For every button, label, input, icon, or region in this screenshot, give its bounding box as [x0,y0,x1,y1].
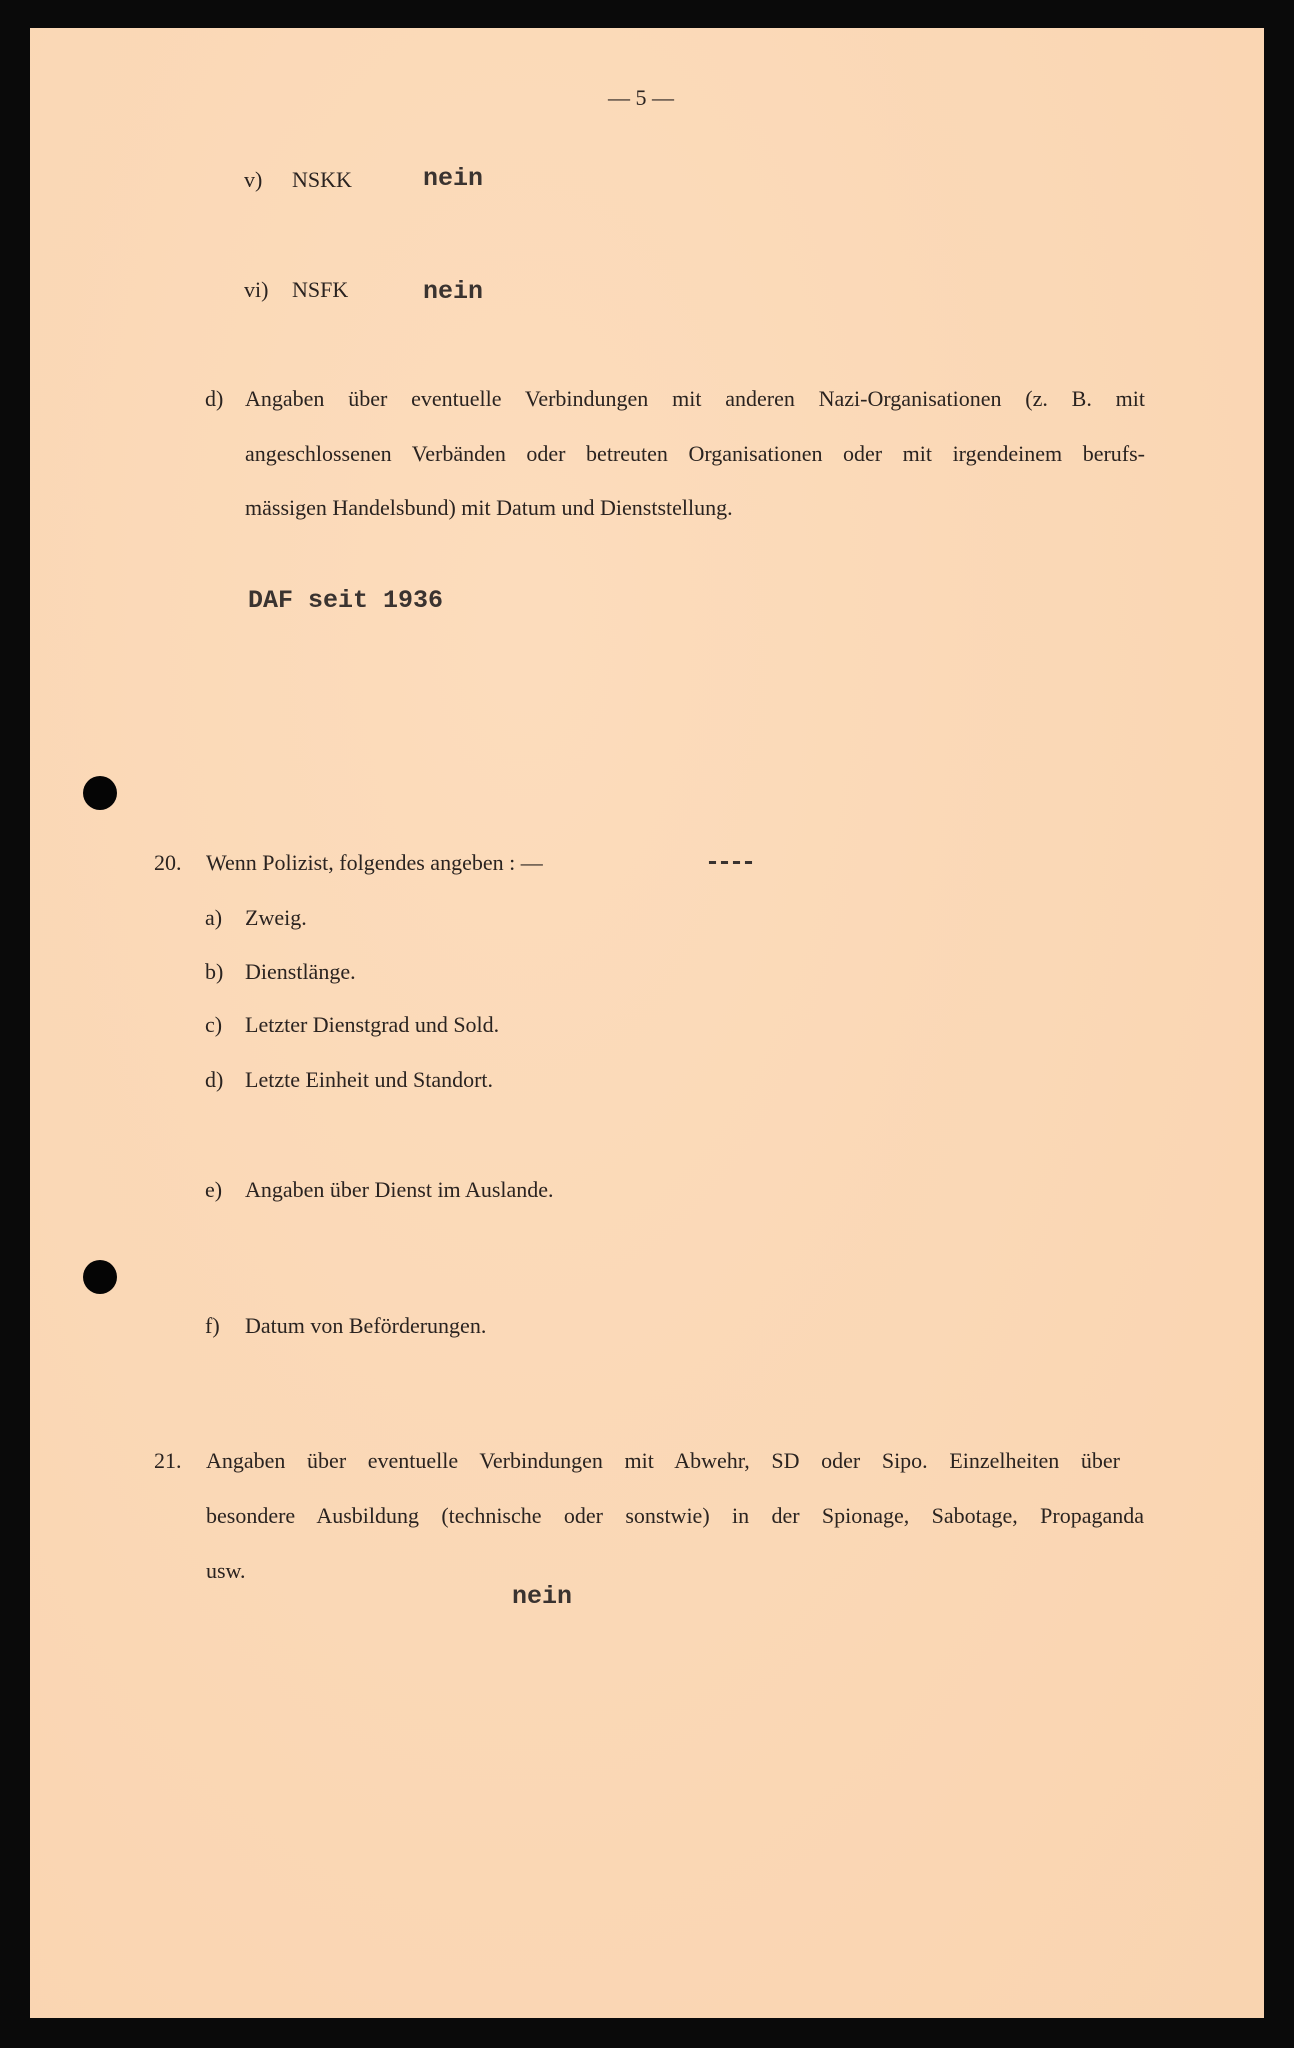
item-text: Letzter Dienstgrad und Sold. [245,1012,500,1037]
punch-hole [83,1260,117,1294]
item-text: Zweig. [245,905,307,930]
question-line: mässigen Handelsbund) mit Datum und Dienststellung. [245,495,733,520]
typed-answer: nein [512,1582,573,1611]
item-label: d) [205,386,224,411]
question-line: besondere Ausbildung (technische oder sonstwie) in der Spionage, Sabotage, Propaganda [206,1503,1144,1528]
question-line: Angaben über eventuelle Verbindungen mit Abwehr, SD oder Sipo. Einzelheiten über [206,1448,1120,1473]
page-number: — 5 — [608,85,674,110]
item-label: e) [205,1177,223,1202]
question-line: angeschlossenen Verbänden oder betreuten Organisationen oder mit irgendeinem berufs- [245,441,1145,466]
org-name: NSFK [292,277,349,302]
typed-answer: nein [423,164,484,193]
item-text: Angaben über Dienst im Auslande. [245,1177,554,1202]
item-label: v) [244,167,263,192]
punch-hole [83,776,117,810]
question-text: Wenn Polizist, folgendes angeben : — [206,850,543,875]
item-label: b) [205,959,224,984]
typed-answer: ---- [705,848,754,877]
question-line: usw. [206,1558,246,1583]
item-text: Letzte Einheit und Standort. [245,1067,494,1092]
item-label: c) [205,1012,223,1037]
question-number: 21. [154,1448,182,1473]
org-name: NSKK [292,167,352,192]
item-text: Dienstlänge. [245,959,356,984]
item-label: f) [205,1313,220,1338]
item-text: Datum von Beförderungen. [245,1313,487,1338]
item-label: d) [205,1067,224,1092]
item-label: a) [205,905,223,930]
typed-answer: DAF seit 1936 [248,586,444,615]
question-number: 20. [154,850,182,875]
typed-answer: nein [423,277,484,306]
item-label: vi) [244,277,269,302]
question-line: Angaben über eventuelle Verbindungen mit anderen Nazi-Organisationen (z. B. mit [245,386,1145,411]
